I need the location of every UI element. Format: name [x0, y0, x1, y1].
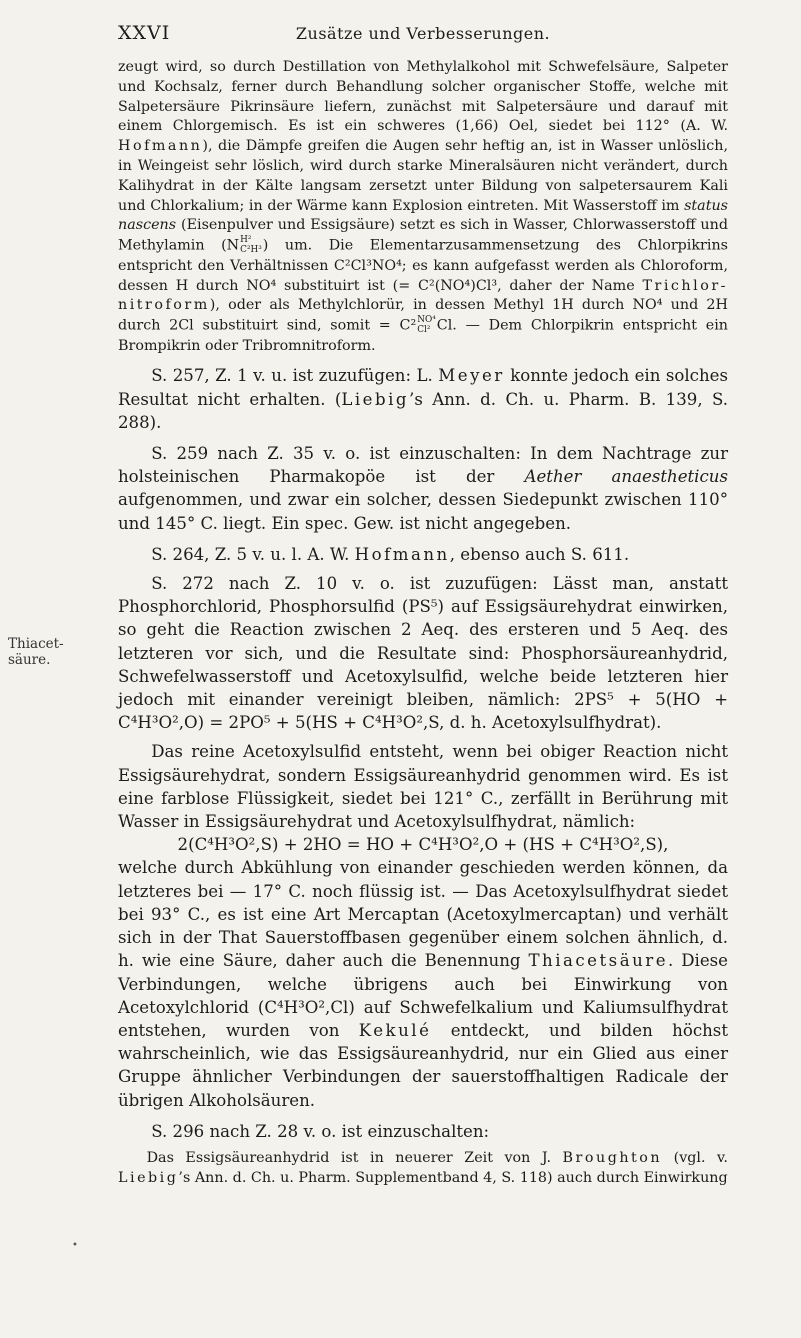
page-number: XXVI [118, 22, 171, 44]
paragraph-s259: S. 259 nach Z. 35 v. o. ist einzuschalten: In dem Nachtrage zur holsteinischen Pharmakopöe ist der Aether anaestheticus aufgenommen, und zwar ein solcher, dessen Siedepunkt zwischen 110° und 145° C. liegt. Ein spec. Gew. ist nicht angegeben. [118, 444, 728, 533]
paragraph-thiacetsaeure: welche durch Abkühlung von einander geschieden werden können, da letzteres bei — 17° C. noch flüssig ist. — Das Acetoxylsulfhydrat siedet bei 93° C., es ist eine Art Mercaptan (Acetoxylmercaptan) und verhält sich in der That Sauerstoffbasen gegenüber einem solchen ähnlich, d. h. wie eine Säure, daher auch die Benennung Thiacetsäure. Diese Verbindungen, welche übrigens auch bei Einwirkung von Acetoxylchlorid (C⁴H³O²,Cl) auf Schwefelkalium und Kaliumsulfhydrat entstehen, wurden von Kekulé entdeckt, und bilden höchst wahrscheinlich, wie das Essigsäureanhydrid, nur ein Glied aus einer Gruppe ähnlicher Verbindungen der sauerstoffhaltigen Radicale der übrigen Alkoholsäuren. [118, 858, 728, 1110]
page-header [118, 22, 728, 52]
margin-note [8, 636, 86, 668]
paragraph-s296: S. 296 nach Z. 28 v. o. ist einzuschalten: [151, 1121, 490, 1141]
margin-note-line-2: säure. [8, 652, 51, 668]
running-head: Zusätze und Verbesserungen. [295, 24, 551, 43]
paragraph-s257: S. 257, Z. 1 v. u. ist zuzufügen: L. Meyer konnte jedoch ein solches Resultat nicht erhalten. (Liebig’s Ann. d. Ch. u. Pharm. B. 139, S. 288). [118, 366, 729, 432]
paragraph-chlorpikrin: zeugt wird, so durch Destillation von Methylalkohol mit Schwefelsäure, Salpeter und Kochsalz, ferner durch Behandlung solcher organischer Stoffe, welche mit Salpetersäure Pikrinsäure liefern, zunächst mit Salpetersäure und darauf mit einem Chlorgemisch. Es ist ein schweres (1,66) Oel, siedet bei 112° (A. W. Hofmann), die Dämpfe greifen die Augen sehr heftig an, ist in Wasser unlöslich, in Weingeist sehr löslich, wird durch starke Mineralsäuren nicht verändert, durch Kalihydrat in der Kälte langsam zersetzt unter Bildung von salpetersaurem Kali und Chlorkalium; in der Wärme kann Explosion eintreten. Mit Wasserstoff im status nascens (Eisenpulver und Essigsäure) setzt es sich in Wasser, Chlorwasserstoff und Methylamin (N H² C²H³ ) um. Die Elementarzusammensetzung des Chlorpikrins entspricht den Verhältnissen C²Cl³NO⁴; es kann aufgefasst werden als Chloroform, dessen H durch NO⁴ substituirt ist (= C²(NO⁴)Cl³, daher der Name Trichlor-nitroform), oder als Methylchlorür, in dessen Methyl 1H durch NO⁴ und 2H durch 2Cl substituirt sind, somit = C² NO⁴ Cl² Cl. — Dem Chlorpikrin entspricht ein Brompikrin oder Tribromnitroform. [118, 59, 728, 354]
margin-note-line-1: Thiacet- [8, 636, 64, 652]
equation: 2(C⁴H³O²,S) + 2HO = HO + C⁴H³O²,O + (HS + C⁴H³O²,S), [177, 835, 669, 855]
paragraph-acetoxylsulfid: Das reine Acetoxylsulfid entsteht, wenn bei obiger Reaction nicht Essigsäurehydrat, sondern Essigsäureanhydrid genommen wird. Es ist eine farblose Flüssigkeit, siedet bei 121° C., zerfällt in Berührung mit Wasser in Essigsäurehydrat und Acetoxylsulfhydrat, nämlich: [118, 742, 728, 832]
paragraph-s264: S. 264, Z. 5 v. u. l. A. W. Hofmann, ebenso auch S. 611. [151, 544, 630, 564]
paragraph-broughton: Das Essigsäureanhydrid ist in neuerer Zeit von J. Broughton (vgl. v. Liebig’s Ann. d. Ch. u. Pharm. Supplementband 4, S. 118) auch durch Einwirkung [118, 1149, 728, 1186]
paragraph-s272: S. 272 nach Z. 10 v. o. ist zuzufügen: Lässt man, anstatt Phosphorchlorid, Phosphorsulfid (PS⁵) auf Essigsäurehydrat einwirken, so geht die Reaction zwischen 2 Aeq. des ersteren und 5 Aeq. des letzteren vor sich, und die Resultate sind: Phosphorsäureanhydrid, Schwefelwasserstoff und Acetoxylsulfid, welche beide letzteren hier jedoch mit einander vereinigt bleiben, nämlich: 2PS⁵ + 5(HO + C⁴H³O²,O) = 2PO⁵ + 5(HS + C⁴H³O²,S, d. h. Acetoxylsulfhydrat). [118, 574, 728, 733]
stray-mark: • [72, 1240, 78, 1251]
page-body [118, 58, 728, 1189]
